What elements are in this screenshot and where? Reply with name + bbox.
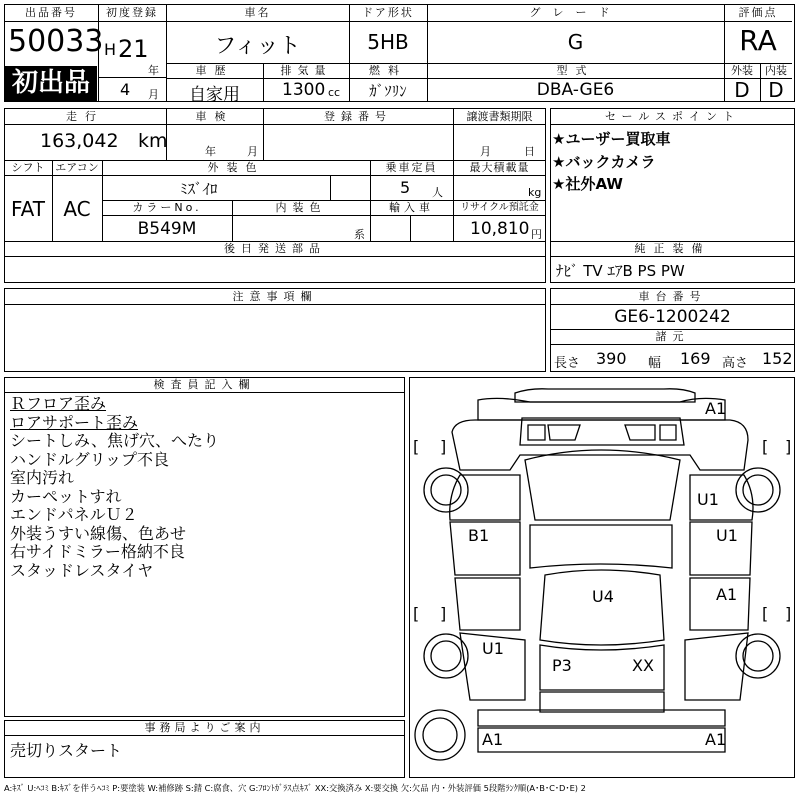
mark-right-front-fender: U1 <box>697 490 719 509</box>
bracket-left-bottom-close: ] <box>440 604 447 623</box>
fuel-type: ｶﾞｿﾘﾝ <box>369 82 407 100</box>
bracket-right-top: [ <box>762 437 769 456</box>
fuel-label: 燃料 <box>369 64 407 77</box>
note-line: ロアサポート歪み <box>10 412 139 432</box>
standard-equipment: ﾅﾋﾞ TV ｴｱB PS PW <box>556 262 685 280</box>
equipment-label: 純正装備 <box>634 242 711 255</box>
sales-point-item: ★バックカメラ <box>552 153 656 171</box>
color-number: B549M <box>137 219 197 239</box>
note-line: 右サイドミラー格納不良 <box>10 542 185 561</box>
recycle-fee-unit: 円 <box>531 228 542 241</box>
interior-label: 内装 <box>765 64 787 77</box>
bracket-left-top: [ <box>413 437 420 456</box>
mark-roof: U4 <box>592 587 614 606</box>
mark-rear-left: A1 <box>482 730 504 749</box>
exterior-label: 外装 <box>731 64 753 77</box>
displacement-unit: cc <box>328 86 341 99</box>
inspector-notes <box>10 395 219 580</box>
note-line: Ｒフロア歪み <box>10 394 107 413</box>
shift: FAT <box>10 197 45 221</box>
shift-label: シフト <box>11 161 45 174</box>
bracket-left-bottom: [ <box>413 604 420 623</box>
sales-point-item: ★ユーザー買取車 <box>552 130 671 148</box>
car-name: フィット <box>214 34 301 59</box>
recycle-fee: 10,810 <box>470 219 530 239</box>
vehicle-history: 自家用 <box>189 85 240 105</box>
mark-rear-right: A1 <box>705 730 727 749</box>
inspection-month-unit: 月 <box>247 145 258 158</box>
note-line: 室内汚れ <box>10 468 75 487</box>
mileage-label: 走行 <box>66 110 104 123</box>
door-type: 5HB <box>367 30 409 54</box>
sales-point-item: ★社外AW <box>552 175 623 193</box>
capacity: 5 <box>400 178 411 197</box>
mileage: 163,042 <box>40 130 119 152</box>
lot-number: 50033 <box>8 24 104 59</box>
width-value: 169 <box>680 349 711 368</box>
color-no-label: カラーNo. <box>132 201 202 214</box>
reg-month: 4 <box>120 80 131 99</box>
later-parts-label: 後日発送部品 <box>224 242 326 255</box>
score-label: 評価点 <box>738 6 778 19</box>
air-conditioner: AC <box>63 197 91 221</box>
mark-right-rear-door: A1 <box>716 585 738 604</box>
chassis-label: 車台番号 <box>638 290 707 303</box>
note-line: カーペットすれ <box>10 486 122 506</box>
sales-points-label: セールスポイント <box>604 110 740 123</box>
reg-month-unit: 月 <box>148 88 159 101</box>
mark-trunk-left: P3 <box>552 656 572 675</box>
model-label: 型式 <box>556 64 595 77</box>
note-line: エンドパネルＵ２ <box>10 505 138 524</box>
first-listing-badge: 初出品 <box>5 66 97 101</box>
reg-number-label: 登録番号 <box>324 110 392 123</box>
inspector-label: 検査員記入欄 <box>153 378 256 391</box>
width-label: 幅 <box>648 356 662 371</box>
bracket-right-bottom-close: ] <box>785 604 792 623</box>
mileage-unit: km <box>138 130 168 152</box>
office-label: 事務局よりご案内 <box>144 721 265 734</box>
note-line: シートしみ、焦げ穴、へたり <box>10 431 219 450</box>
interior-score: D <box>768 78 784 102</box>
grade: G <box>567 30 584 54</box>
mark-left-front-fender: B1 <box>468 526 490 545</box>
max-load-unit: kg <box>528 186 542 199</box>
height-value: 152 <box>762 349 793 368</box>
door-label: ドア形状 <box>362 6 414 19</box>
capacity-unit: 人 <box>432 186 443 199</box>
ext-color: ﾐｽﾞｲﾛ <box>180 180 218 198</box>
mark-left-rear-quarter: U1 <box>482 639 504 658</box>
transfer-docs-label: 譲渡書類期限 <box>466 110 533 123</box>
car-name-label: 車名 <box>244 6 271 19</box>
bracket-right-top-close: ] <box>785 437 792 456</box>
note-line: 外装うすい線傷、色あせ <box>10 523 187 543</box>
overall-score: RA <box>739 24 777 57</box>
transfer-month-unit: 月 <box>480 145 491 158</box>
inspection-label: 車検 <box>195 110 234 123</box>
mark-front-right: A1 <box>705 399 727 418</box>
bracket-left-top-close: ] <box>440 437 447 456</box>
history-label: 車歴 <box>195 64 234 77</box>
note-line: スタッドレスタイヤ <box>10 560 154 580</box>
mark-right-front-door: U1 <box>716 526 738 545</box>
ext-color-label: 外装色 <box>207 161 265 174</box>
max-load-label: 最大積載量 <box>469 161 530 174</box>
reg-year: 21 <box>118 35 149 63</box>
note-line: ハンドルグリップ不良 <box>10 449 170 469</box>
model-code: DBA-GE6 <box>536 80 615 100</box>
first-reg-label: 初度登録 <box>106 6 158 19</box>
reg-year-unit: 年 <box>148 64 159 77</box>
length-label: 長さ <box>554 356 581 371</box>
bracket-right-bottom: [ <box>762 604 769 623</box>
office-message: 売切りスタート <box>10 741 123 760</box>
int-color-label: 内装色 <box>275 201 327 214</box>
lot-number-label: 出品番号 <box>25 6 77 19</box>
import-label: 輸入車 <box>389 201 434 214</box>
dims-label: 諸元 <box>655 330 690 343</box>
legend: A:ｷｽﾞ U:ﾍｺﾐ B:ｷｽﾞを伴うﾍｺﾐ P:要塗装 W:補修跡 S:錆 C:腐食、穴 G:ﾌﾛﾝﾄｶﾞﾗｽ点ｷｽﾞ XX:交換済み X:要交換 欠:欠品 内・外装評価 5段階ﾗﾝｸ順(A･B･C･D･E) 2 <box>4 783 586 793</box>
exterior-score: D <box>734 78 750 102</box>
recycle-label: リサイクル預託金 <box>460 202 539 213</box>
grade-label: グレード <box>529 6 622 19</box>
car-diagram <box>410 378 794 777</box>
caution-label: 注意事項欄 <box>232 290 318 303</box>
transfer-day-unit: 日 <box>524 145 535 158</box>
length-value: 390 <box>596 349 627 368</box>
era: H <box>104 40 117 59</box>
int-color-unit: 系 <box>354 228 365 241</box>
inspection-year-unit: 年 <box>205 145 216 158</box>
chassis-number: GE6-1200242 <box>614 307 731 327</box>
ac-label: エアコン <box>55 161 99 174</box>
capacity-label: 乗車定員 <box>385 161 438 174</box>
height-label: 高さ <box>722 356 749 371</box>
displacement: 1300 <box>282 80 326 100</box>
displacement-label: 排気量 <box>280 64 332 77</box>
mark-trunk-right: XX <box>632 656 654 675</box>
